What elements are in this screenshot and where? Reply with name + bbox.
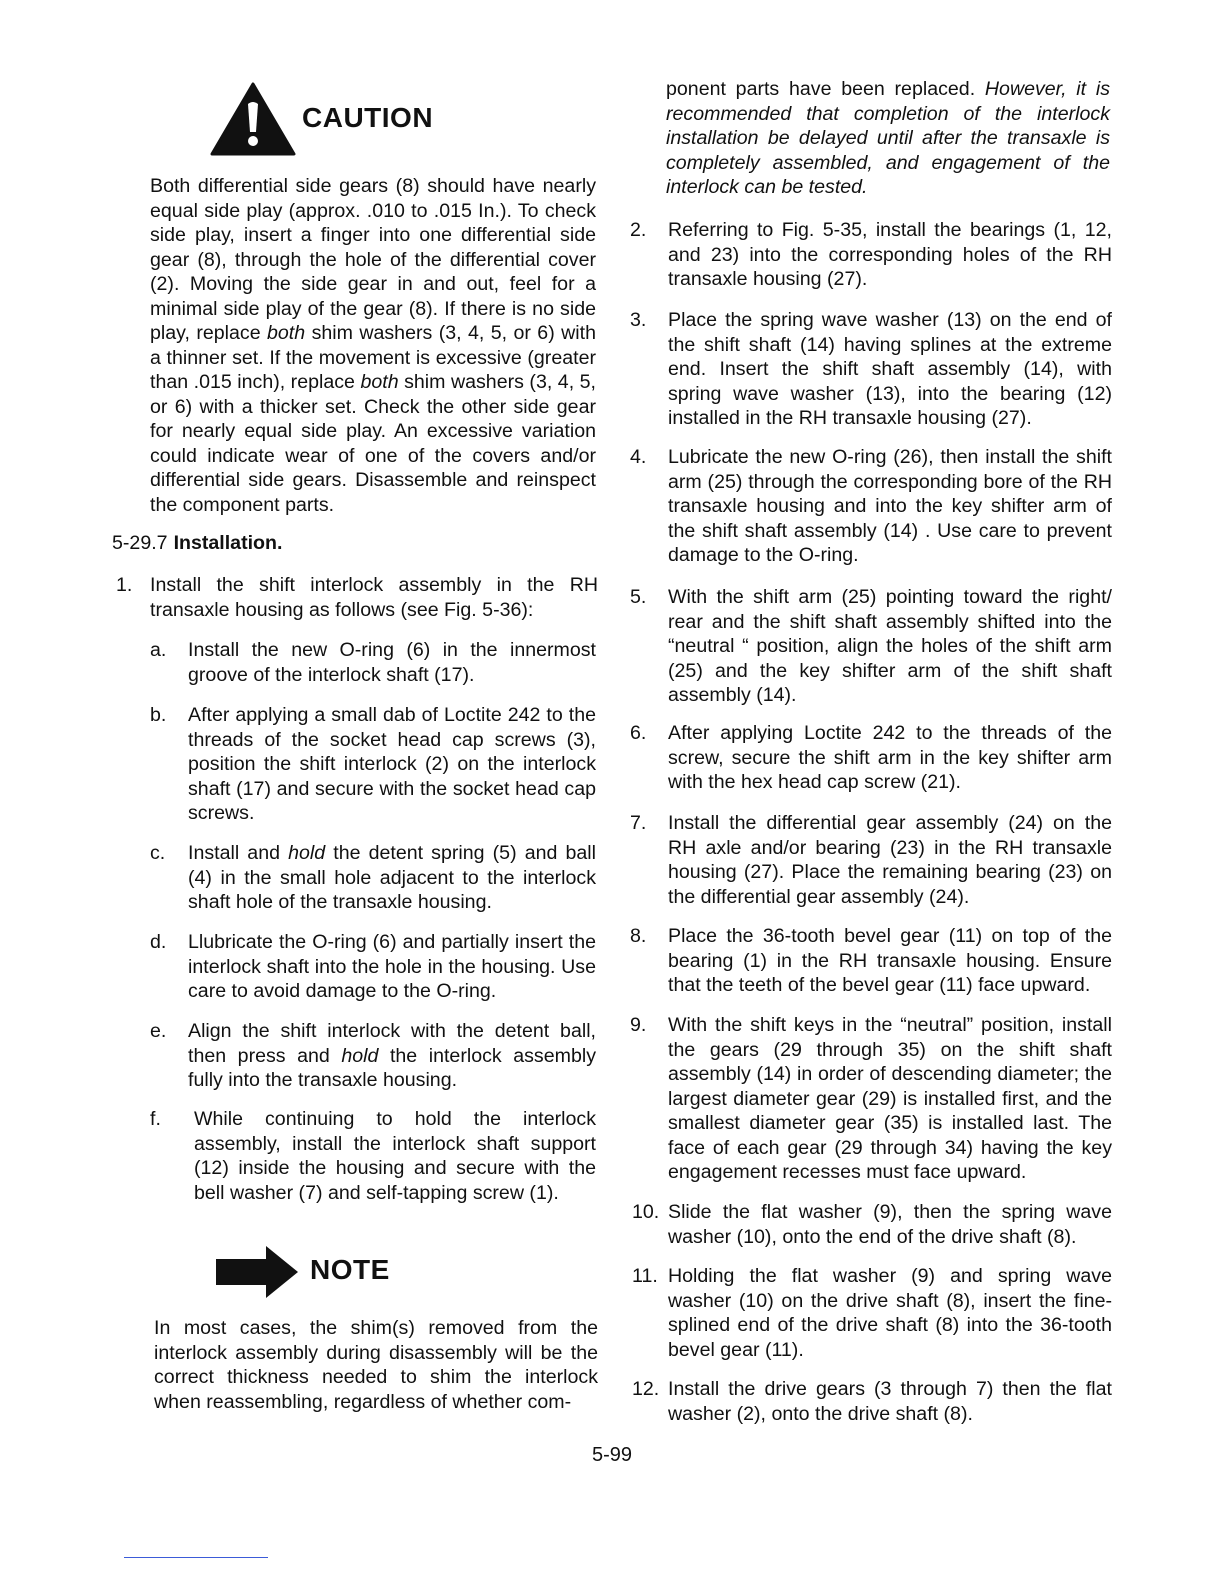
note-title: NOTE	[310, 1254, 390, 1285]
section-heading	[112, 532, 282, 555]
caution-heading	[210, 82, 470, 156]
note-heading	[214, 1244, 414, 1300]
footer-divider	[124, 1557, 268, 1558]
caution-text: Both differential side gears (8) should have nearly equal side play (approx. .010 to .015 In.). To check side play, insert a finger into one differential side gear (8), through the hole of the differential cover (2). Moving the side gear in and out, feel for a minimal side play of the gear (8). If there is no side play, replace both shim washers (3, 4, 5, or 6) with a thinner set. If the movement is excessive (greater than .015 inch), replace both shim washers (3, 4, 5, or 6) with a thicker set. Check the other side gear for nearly equal side play. An excessive variation could indicate wear of one of the covers and/or differential side gears. Disassemble and reinspect the component parts.	[150, 175, 596, 516]
caution-title: CAUTION	[302, 102, 434, 133]
page-number: 5-99	[591, 1444, 633, 1466]
section-number: 5-29.7	[112, 532, 168, 554]
warning-triangle-icon	[210, 82, 296, 156]
arrow-right-icon	[214, 1244, 300, 1300]
section-title: Installation.	[173, 532, 283, 554]
note-continuation: ponent parts have been replaced. However, it is recommended that completion of the interlock installation be delayed until after the transaxle is completely assembled, and engagement of the interlock can be tested.	[666, 78, 1110, 198]
note-text: In most cases, the shim(s) removed from the interlock assembly during disassembly will be the correct thickness needed to shim the interlock when reassembling, regardless of whether com-	[154, 1317, 598, 1413]
